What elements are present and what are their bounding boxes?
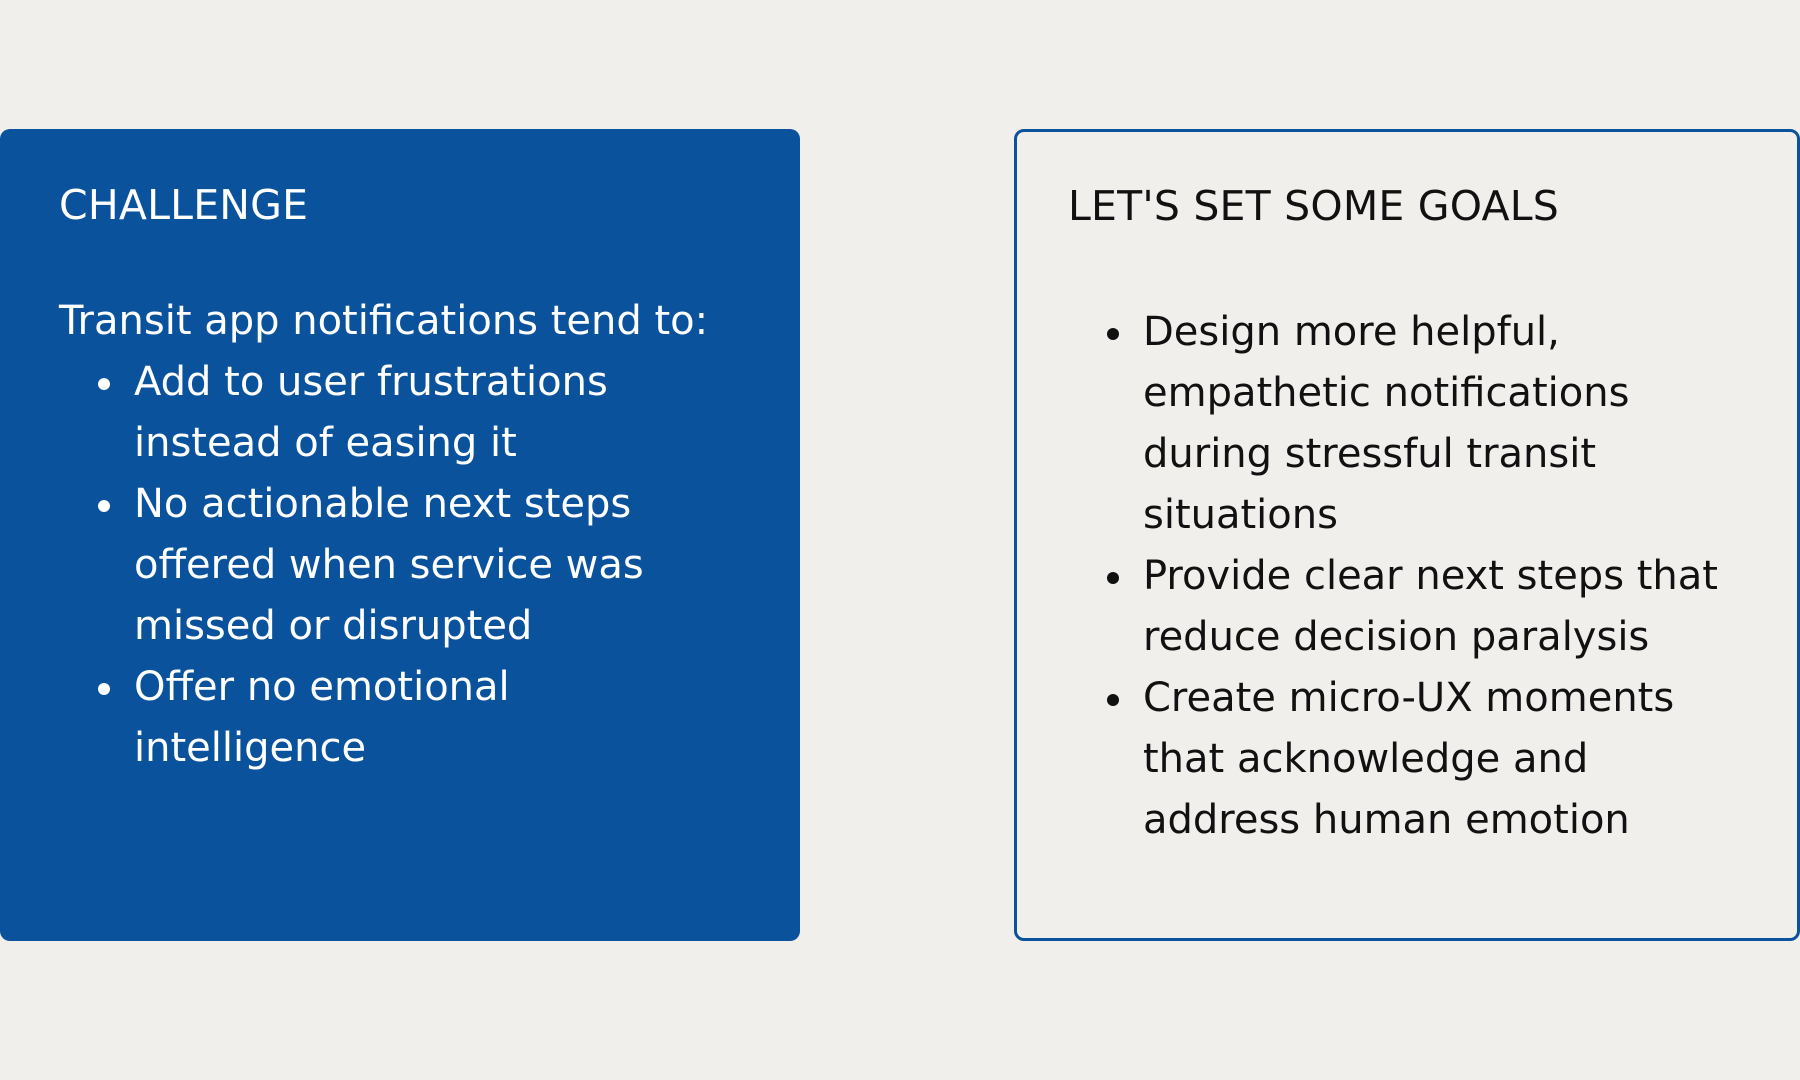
challenge-intro: Transit app notifications tend to: bbox=[59, 298, 709, 344]
challenge-item bbox=[59, 352, 749, 474]
goals-list bbox=[1068, 302, 1758, 851]
bullet-icon bbox=[98, 683, 110, 695]
challenge-item-text: Offer no emotional intelligence bbox=[134, 664, 510, 771]
goal-item-text: Design more helpful, empathetic notifications during stressful transit situations bbox=[1143, 309, 1630, 538]
bullet-icon bbox=[98, 378, 110, 390]
bullet-icon bbox=[1107, 694, 1119, 706]
challenge-item-text: No actionable next steps offered when service was missed or disrupted bbox=[134, 481, 644, 649]
bullet-icon bbox=[98, 500, 110, 512]
challenge-item bbox=[59, 474, 749, 657]
challenge-item-text: Add to user frustrations instead of easing it bbox=[134, 359, 608, 466]
goals-card bbox=[1014, 129, 1800, 941]
challenge-title: CHALLENGE bbox=[59, 181, 309, 229]
goal-item bbox=[1068, 546, 1758, 668]
goal-item bbox=[1068, 302, 1758, 546]
challenge-list bbox=[59, 352, 749, 779]
goals-title: LET'S SET SOME GOALS bbox=[1068, 182, 1559, 230]
challenge-item bbox=[59, 657, 749, 779]
challenge-card bbox=[0, 129, 800, 941]
goal-item bbox=[1068, 668, 1758, 851]
bullet-icon bbox=[1107, 328, 1119, 340]
bullet-icon bbox=[1107, 572, 1119, 584]
goal-item-text: Create micro-UX moments that acknowledge and address human emotion bbox=[1143, 675, 1675, 843]
goal-item-text: Provide clear next steps that reduce decision paralysis bbox=[1143, 553, 1718, 660]
